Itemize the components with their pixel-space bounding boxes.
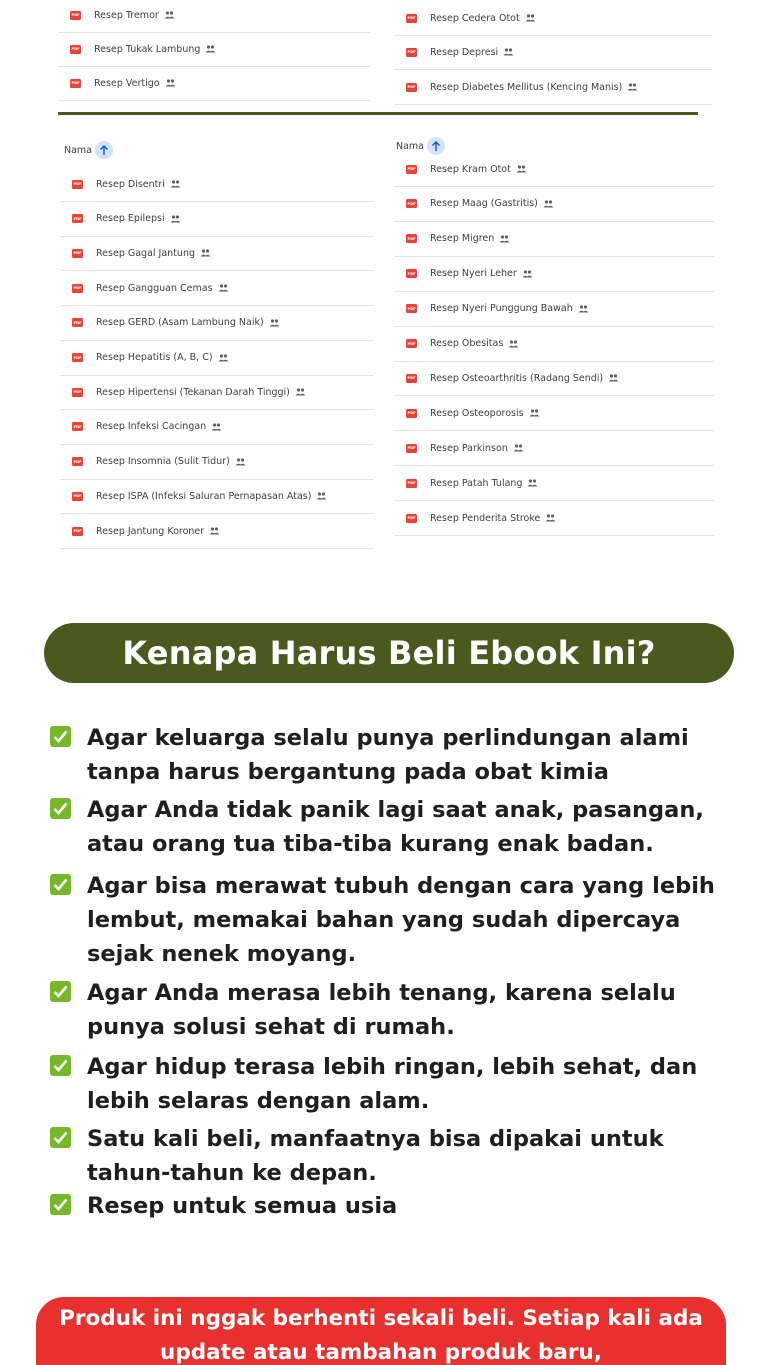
checkmark-icon (50, 1127, 71, 1148)
section-divider (58, 112, 698, 115)
pdf-file-icon: PDF (72, 422, 83, 431)
shared-people-icon (170, 215, 181, 223)
file-name: Resep Obesitas (430, 338, 504, 349)
pdf-file-icon: PDF (406, 48, 417, 57)
pdf-file-icon: PDF (406, 269, 417, 278)
checkmark-icon (50, 1055, 71, 1076)
shared-people-icon (503, 48, 514, 56)
benefit-item (50, 976, 750, 1044)
file-name: Resep Parkinson (430, 442, 508, 454)
file-name: Resep GERD (Asam Lambung Naik) (96, 317, 264, 329)
shared-people-icon (627, 83, 638, 91)
file-name: Resep Osteoarthritis (Radang Sendi) (430, 372, 604, 384)
benefit-text: Agar hidup terasa lebih ringan, lebih sehat, dan lebih selaras dengan alam. (87, 1054, 698, 1114)
shared-people-icon (529, 409, 540, 417)
pdf-file-icon: PDF (72, 492, 83, 501)
file-row[interactable] (394, 327, 714, 362)
column-header-label: Nama (396, 140, 425, 152)
pdf-file-icon: PDF (70, 79, 81, 88)
file-row[interactable] (60, 479, 374, 514)
file-name: Resep Diabetes Mellitus (Kencing Manis) (430, 81, 623, 93)
file-name: Resep Gangguan Cemas (96, 282, 213, 294)
pdf-file-icon: PDF (406, 339, 417, 348)
pdf-file-icon: PDF (406, 165, 417, 174)
pdf-file-icon: PDF (72, 284, 83, 293)
shared-people-icon (543, 200, 554, 208)
update-info-banner: Produk ini nggak berhenti sekali beli. Setiap kali ada update atau tambahan produk baru, (36, 1297, 726, 1365)
file-name: Resep Epilepsi (96, 213, 165, 225)
checkmark-icon (50, 726, 71, 747)
file-row[interactable] (394, 70, 712, 105)
file-row[interactable] (60, 410, 374, 445)
top-left-file-list (58, 0, 370, 100)
file-name: Resep Infeksi Cacingan (96, 421, 207, 433)
shared-people-icon (522, 270, 533, 278)
pdf-file-icon: PDF (70, 11, 81, 20)
shared-people-icon (211, 423, 222, 431)
file-row[interactable] (60, 514, 374, 549)
pdf-file-icon: PDF (72, 527, 83, 536)
pdf-file-icon: PDF (406, 444, 417, 453)
file-row[interactable] (60, 271, 374, 306)
file-name: Resep Nyeri Leher (430, 268, 517, 280)
file-row[interactable] (394, 1, 712, 36)
file-name: Resep Jantung Koroner (96, 525, 205, 537)
file-name: Resep Cedera Otot (430, 12, 520, 24)
file-row[interactable] (394, 396, 714, 431)
pdf-file-icon: PDF (70, 45, 81, 54)
file-name: Resep Nyeri Punggung Bawah (430, 303, 573, 315)
pdf-file-icon: PDF (72, 180, 83, 189)
pdf-file-icon: PDF (72, 353, 83, 362)
file-row[interactable] (58, 0, 370, 33)
shared-people-icon (170, 180, 181, 188)
file-name: Resep Gagal Jantung (96, 247, 195, 259)
shared-people-icon (295, 388, 306, 396)
arrow-up-icon (99, 145, 109, 156)
shared-people-icon (205, 45, 216, 53)
file-name: Resep Patah Tulang (430, 477, 523, 489)
file-row[interactable] (394, 361, 714, 396)
file-name: Resep Migren (430, 233, 495, 245)
file-row[interactable] (60, 375, 374, 410)
benefit-item (50, 869, 750, 971)
file-name: Resep Penderita Stroke (430, 512, 541, 524)
shared-people-icon (516, 165, 527, 173)
pdf-file-icon: PDF (72, 318, 83, 327)
file-name: Resep Kram Otot (430, 163, 511, 175)
shared-people-icon (499, 235, 510, 243)
shared-people-icon (200, 249, 211, 257)
name-column-header[interactable] (64, 141, 113, 159)
pdf-file-icon: PDF (406, 14, 417, 23)
pdf-file-icon: PDF (72, 214, 83, 223)
pdf-file-icon: PDF (406, 374, 417, 383)
top-right-file-list (394, 0, 712, 104)
file-name: Resep Disentri (96, 178, 165, 190)
benefit-item (50, 1189, 750, 1223)
shared-people-icon (218, 354, 229, 362)
pdf-file-icon: PDF (72, 457, 83, 466)
shared-people-icon (608, 374, 619, 382)
section-headline: Kenapa Harus Beli Ebook Ini? (44, 623, 734, 683)
pdf-file-icon: PDF (406, 83, 417, 92)
pdf-file-icon: PDF (406, 304, 417, 313)
file-row[interactable] (394, 152, 714, 187)
file-row[interactable] (60, 445, 374, 480)
benefit-text: Resep untuk semua usia (87, 1193, 398, 1219)
checkmark-icon (50, 1194, 71, 1215)
pdf-file-icon: PDF (406, 479, 417, 488)
benefit-text: Agar Anda tidak panik lagi saat anak, pasangan, atau orang tua tiba-tiba kurang enak badan. (87, 797, 704, 857)
benefit-text: Satu kali beli, manfaatnya bisa dipakai untuk tahun-tahun ke depan. (87, 1126, 664, 1186)
shared-people-icon (235, 458, 246, 466)
file-row[interactable] (60, 306, 374, 341)
shared-people-icon (545, 514, 556, 522)
file-row[interactable] (60, 236, 374, 271)
file-row[interactable] (394, 257, 714, 292)
pdf-file-icon: PDF (406, 199, 417, 208)
shared-people-icon (209, 527, 220, 535)
file-row[interactable] (394, 292, 714, 327)
benefit-item (50, 1122, 750, 1190)
file-row[interactable] (394, 501, 714, 536)
shared-people-icon (269, 319, 280, 327)
checkmark-icon (50, 981, 71, 1002)
benefit-text: Agar keluarga selalu punya perlindungan alami tanpa harus bergantung pada obat kimia (87, 725, 689, 785)
file-row[interactable] (60, 341, 374, 376)
shared-people-icon (165, 79, 176, 87)
benefit-text: Agar bisa merawat tubuh dengan cara yang lebih lembut, memakai bahan yang sudah dipercaya sejak nenek moyang. (87, 873, 715, 967)
file-name: Resep Maag (Gastritis) (430, 198, 538, 210)
file-row[interactable] (60, 167, 374, 202)
pdf-file-icon: PDF (406, 234, 417, 243)
file-name: Resep Tremor (94, 9, 159, 21)
pdf-file-icon: PDF (72, 249, 83, 258)
checkmark-icon (50, 874, 71, 895)
benefit-item (50, 721, 750, 789)
benefit-item (50, 793, 750, 861)
shared-people-icon (508, 340, 519, 348)
checkmark-icon (50, 798, 71, 819)
file-name: Resep Tukak Lambung (94, 43, 201, 55)
benefit-item (50, 1050, 750, 1118)
sort-ascending-button[interactable] (95, 141, 113, 159)
file-row[interactable] (58, 66, 370, 101)
file-row[interactable] (394, 222, 714, 257)
file-row[interactable] (60, 202, 374, 237)
shared-people-icon (513, 444, 524, 452)
right-file-list (394, 152, 714, 537)
shared-people-icon (527, 479, 538, 487)
file-name: Resep Osteoporosis (430, 407, 524, 419)
file-row[interactable] (394, 187, 714, 222)
column-header-label: Nama (64, 144, 93, 156)
file-name: Resep ISPA (Infeksi Saluran Pernapasan Atas) (96, 490, 312, 502)
pdf-file-icon: PDF (72, 388, 83, 397)
benefit-text: Agar Anda merasa lebih tenang, karena selalu punya solusi sehat di rumah. (87, 980, 676, 1040)
file-row[interactable] (394, 35, 712, 70)
shared-people-icon (164, 11, 175, 19)
shared-people-icon (525, 14, 536, 22)
file-name: Resep Hipertensi (Tekanan Darah Tinggi) (96, 386, 290, 398)
left-file-list (60, 167, 374, 552)
file-name: Resep Depresi (430, 46, 499, 58)
pdf-file-icon: PDF (406, 409, 417, 418)
arrow-up-icon (431, 141, 441, 152)
shared-people-icon (218, 284, 229, 292)
file-name: Resep Vertigo (94, 77, 160, 89)
file-name: Resep Insomnia (Sulit Tidur) (96, 456, 230, 468)
shared-people-icon (316, 492, 327, 500)
shared-people-icon (578, 305, 589, 313)
file-row[interactable] (394, 431, 714, 466)
file-row[interactable] (394, 466, 714, 501)
pdf-file-icon: PDF (406, 514, 417, 523)
file-name: Resep Hepatitis (A, B, C) (96, 352, 213, 363)
file-row[interactable] (58, 32, 370, 67)
